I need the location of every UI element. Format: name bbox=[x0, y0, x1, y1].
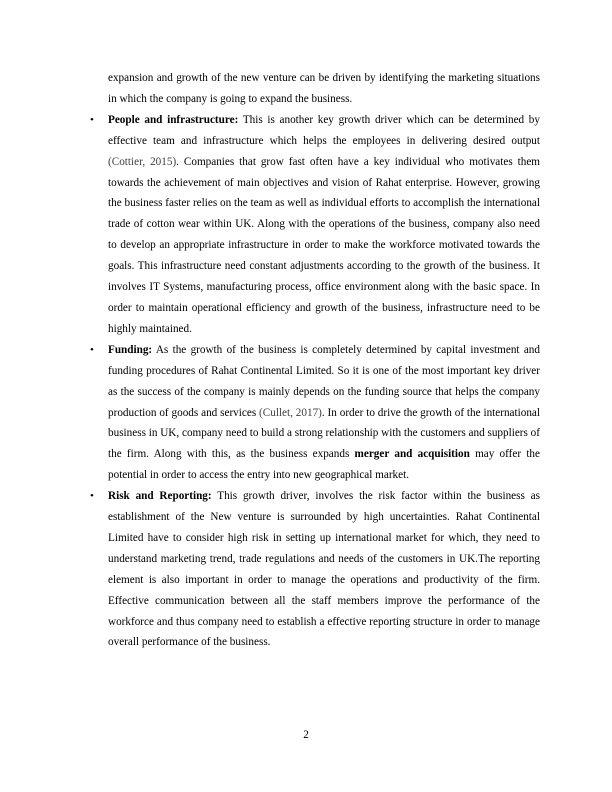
bullet-risk-reporting bbox=[90, 486, 540, 653]
bullet-funding bbox=[90, 340, 540, 486]
bullet-text: This is another key growth driver which can be determined by effective team and infrastructure which helps the employees in delivering desired output bbox=[108, 113, 540, 147]
bullet-icon: • bbox=[90, 343, 94, 356]
bullet-heading: Funding: bbox=[108, 343, 153, 356]
bullet-icon: • bbox=[90, 490, 94, 503]
bullet-people-infrastructure bbox=[90, 110, 540, 340]
intro-paragraph: expansion and growth of the new venture can be driven by identifying the marketing situations in which the company is going to expand the business. bbox=[108, 72, 540, 105]
body-text bbox=[90, 68, 540, 653]
bullet-icon: • bbox=[90, 113, 94, 126]
bullet-heading: Risk and Reporting: bbox=[108, 490, 212, 503]
bullet-heading: People and infrastructure: bbox=[108, 113, 239, 126]
bullet-text: . Companies that grow fast often have a key individual who motivates them towards the achievement of main objectives and vision of Rahat enterprise. However, growing the business faster relies on the team as well as individual efforts to accomplish the international trade of cotton wear within UK. Along with the operations of the business, company also need to develop an appropriate infrastructure in order to make the workforce motivated towards the goals. This infrastructure need constant adjustments according to the growth of the business. It involves IT Systems, manufacturing process, office environment along with the basic space. In order to maintain operational efficiency and growth of the business, infrastructure need to be highly maintained. bbox=[108, 155, 540, 335]
bullet-text: This growth driver, involves the risk factor within the business as establishment of the New venture is surrounded by high uncertainties. Rahat Continental Limited have to consider high risk in setting up international market for which, they need to understand marketing trend, trade regulations and needs of the customers in UK.The reporting element is also important in order to manage the operations and productivity of the firm. Effective communication between all the staff members improve the performance of the workforce and thus company need to establish a effective reporting structure in order to manage overall performance of the business. bbox=[108, 490, 540, 649]
bullet-paragraph bbox=[108, 110, 540, 340]
bullet-text: may offer the potential in order to access the entry into new geographical market. bbox=[108, 448, 540, 482]
bold-phrase: merger and acquisition bbox=[354, 448, 470, 461]
citation: (Cottier, 2015) bbox=[108, 155, 177, 168]
bullet-paragraph bbox=[108, 486, 540, 653]
bullet-paragraph bbox=[108, 340, 540, 486]
page-number: 2 bbox=[303, 729, 309, 741]
citation: (Cullet, 2017) bbox=[259, 406, 322, 419]
bullet-text: As the growth of the business is completely determined by capital investment and funding procedures of Rahat Continental Limited. So it is one of the most important key driver as the success of the company is mainly depends on the funding source that helps the company production of goods and services bbox=[108, 343, 540, 419]
bullet-text: . In order to drive the growth of the international business in UK, company need to build a strong relationship with the customers and suppliers of the firm. Along with this, as the business expands bbox=[108, 406, 540, 461]
